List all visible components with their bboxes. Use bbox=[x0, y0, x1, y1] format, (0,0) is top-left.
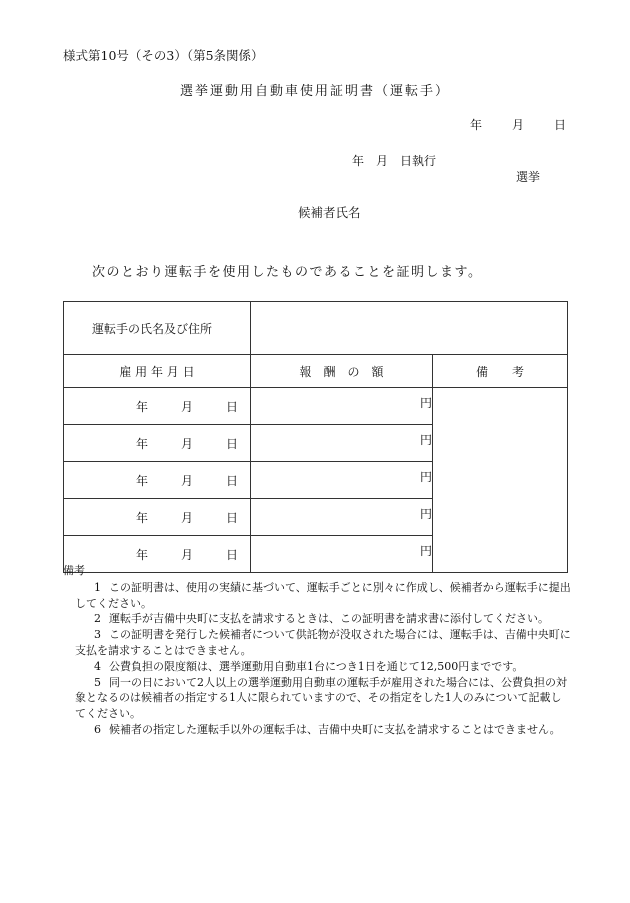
note-item bbox=[63, 659, 571, 675]
note-text: この証明書は、使用の実績に基づいて、運転手ごとに別々に作成し、候補者から運転手に提出してください。 bbox=[75, 580, 571, 610]
yen-label: 円 bbox=[419, 544, 432, 558]
yen-label: 円 bbox=[419, 433, 432, 447]
remuneration-cell[interactable] bbox=[251, 499, 433, 536]
remuneration-cell[interactable] bbox=[251, 388, 433, 425]
table-header-row bbox=[64, 355, 568, 388]
employment-date-cell[interactable] bbox=[64, 425, 251, 462]
form-number: 様式第10号（その3）（第5条関係） bbox=[63, 48, 264, 63]
yen-label: 円 bbox=[419, 396, 432, 410]
remuneration-cell[interactable] bbox=[251, 425, 433, 462]
remarks-cell[interactable] bbox=[433, 388, 568, 573]
year-label: 年 bbox=[136, 436, 149, 451]
note-text: 候補者の指定した運転手以外の運転手は、吉備中央町に支払を請求することはできません。 bbox=[109, 722, 561, 736]
note-number: 2 bbox=[94, 612, 101, 626]
note-item bbox=[63, 722, 571, 738]
note-number: 5 bbox=[94, 675, 101, 689]
date-year-label: 年 bbox=[470, 118, 483, 132]
employment-date-cell[interactable] bbox=[64, 462, 251, 499]
candidate-name-label: 候補者氏名 bbox=[298, 205, 361, 220]
note-text: 公費負担の限度額は、選挙運動用自動車1台につき1日を通じて12,500円までです。 bbox=[109, 659, 524, 673]
note-number: 1 bbox=[94, 580, 101, 594]
note-text: 同一の日において2人以上の選挙運動用自動車の運転手が雇用された場合には、公費負担の対象となるのは候補者の指定する1人に限られていますので、その指定をした1人のみについて記載してください。 bbox=[75, 675, 567, 721]
year-label: 年 bbox=[136, 547, 149, 562]
note-item bbox=[63, 580, 571, 612]
table-row bbox=[64, 388, 568, 425]
year-label: 年 bbox=[136, 473, 149, 488]
note-text: この証明書を発行した候補者について供託物が没収された場合には、運転手は、吉備中央町に支払を請求することはできません。 bbox=[75, 628, 571, 657]
election-date: 年 月 日執行 bbox=[352, 154, 437, 168]
column-header-employment-date: 雇 用 年 月 日 bbox=[64, 355, 251, 388]
driver-name-row bbox=[64, 302, 568, 355]
note-number: 3 bbox=[94, 628, 101, 642]
note-number: 4 bbox=[94, 659, 101, 673]
year-label: 年 bbox=[136, 399, 149, 414]
day-label: 日 bbox=[225, 510, 238, 525]
employment-date-cell[interactable] bbox=[64, 388, 251, 425]
month-label: 月 bbox=[180, 473, 193, 488]
date-day-label: 日 bbox=[554, 118, 567, 132]
yen-label: 円 bbox=[419, 470, 432, 484]
day-label: 日 bbox=[225, 436, 238, 451]
certification-statement: 次のとおり運転手を使用したものであることを証明します。 bbox=[92, 265, 483, 280]
day-label: 日 bbox=[225, 473, 238, 488]
day-label: 日 bbox=[225, 547, 238, 562]
date-month-label: 月 bbox=[512, 118, 525, 132]
page-title: 選挙運動用自動車使用証明書（運転手） bbox=[179, 84, 450, 99]
day-label: 日 bbox=[225, 399, 238, 414]
driver-name-field[interactable] bbox=[251, 302, 568, 355]
notes-section bbox=[63, 563, 571, 738]
note-item bbox=[63, 627, 571, 659]
notes-heading: 備考 bbox=[63, 564, 85, 577]
driver-name-label: 運転手の氏名及び住所 bbox=[64, 302, 251, 355]
note-item bbox=[63, 611, 571, 627]
note-item bbox=[63, 675, 571, 722]
month-label: 月 bbox=[180, 510, 193, 525]
column-header-remuneration: 報 酬 の 額 bbox=[251, 355, 433, 388]
year-label: 年 bbox=[136, 510, 149, 525]
employment-date-cell[interactable] bbox=[64, 499, 251, 536]
note-text: 運転手が吉備中央町に支払を請求するときは、この証明書を請求書に添付してください。 bbox=[109, 612, 549, 626]
month-label: 月 bbox=[180, 436, 193, 451]
column-header-remarks: 備 考 bbox=[433, 355, 568, 388]
election-label: 選挙 bbox=[516, 170, 541, 184]
issue-date bbox=[470, 116, 566, 133]
yen-label: 円 bbox=[419, 507, 432, 521]
certificate-table bbox=[63, 301, 568, 573]
month-label: 月 bbox=[180, 399, 193, 414]
note-number: 6 bbox=[94, 722, 101, 736]
month-label: 月 bbox=[180, 547, 193, 562]
remuneration-cell[interactable] bbox=[251, 462, 433, 499]
